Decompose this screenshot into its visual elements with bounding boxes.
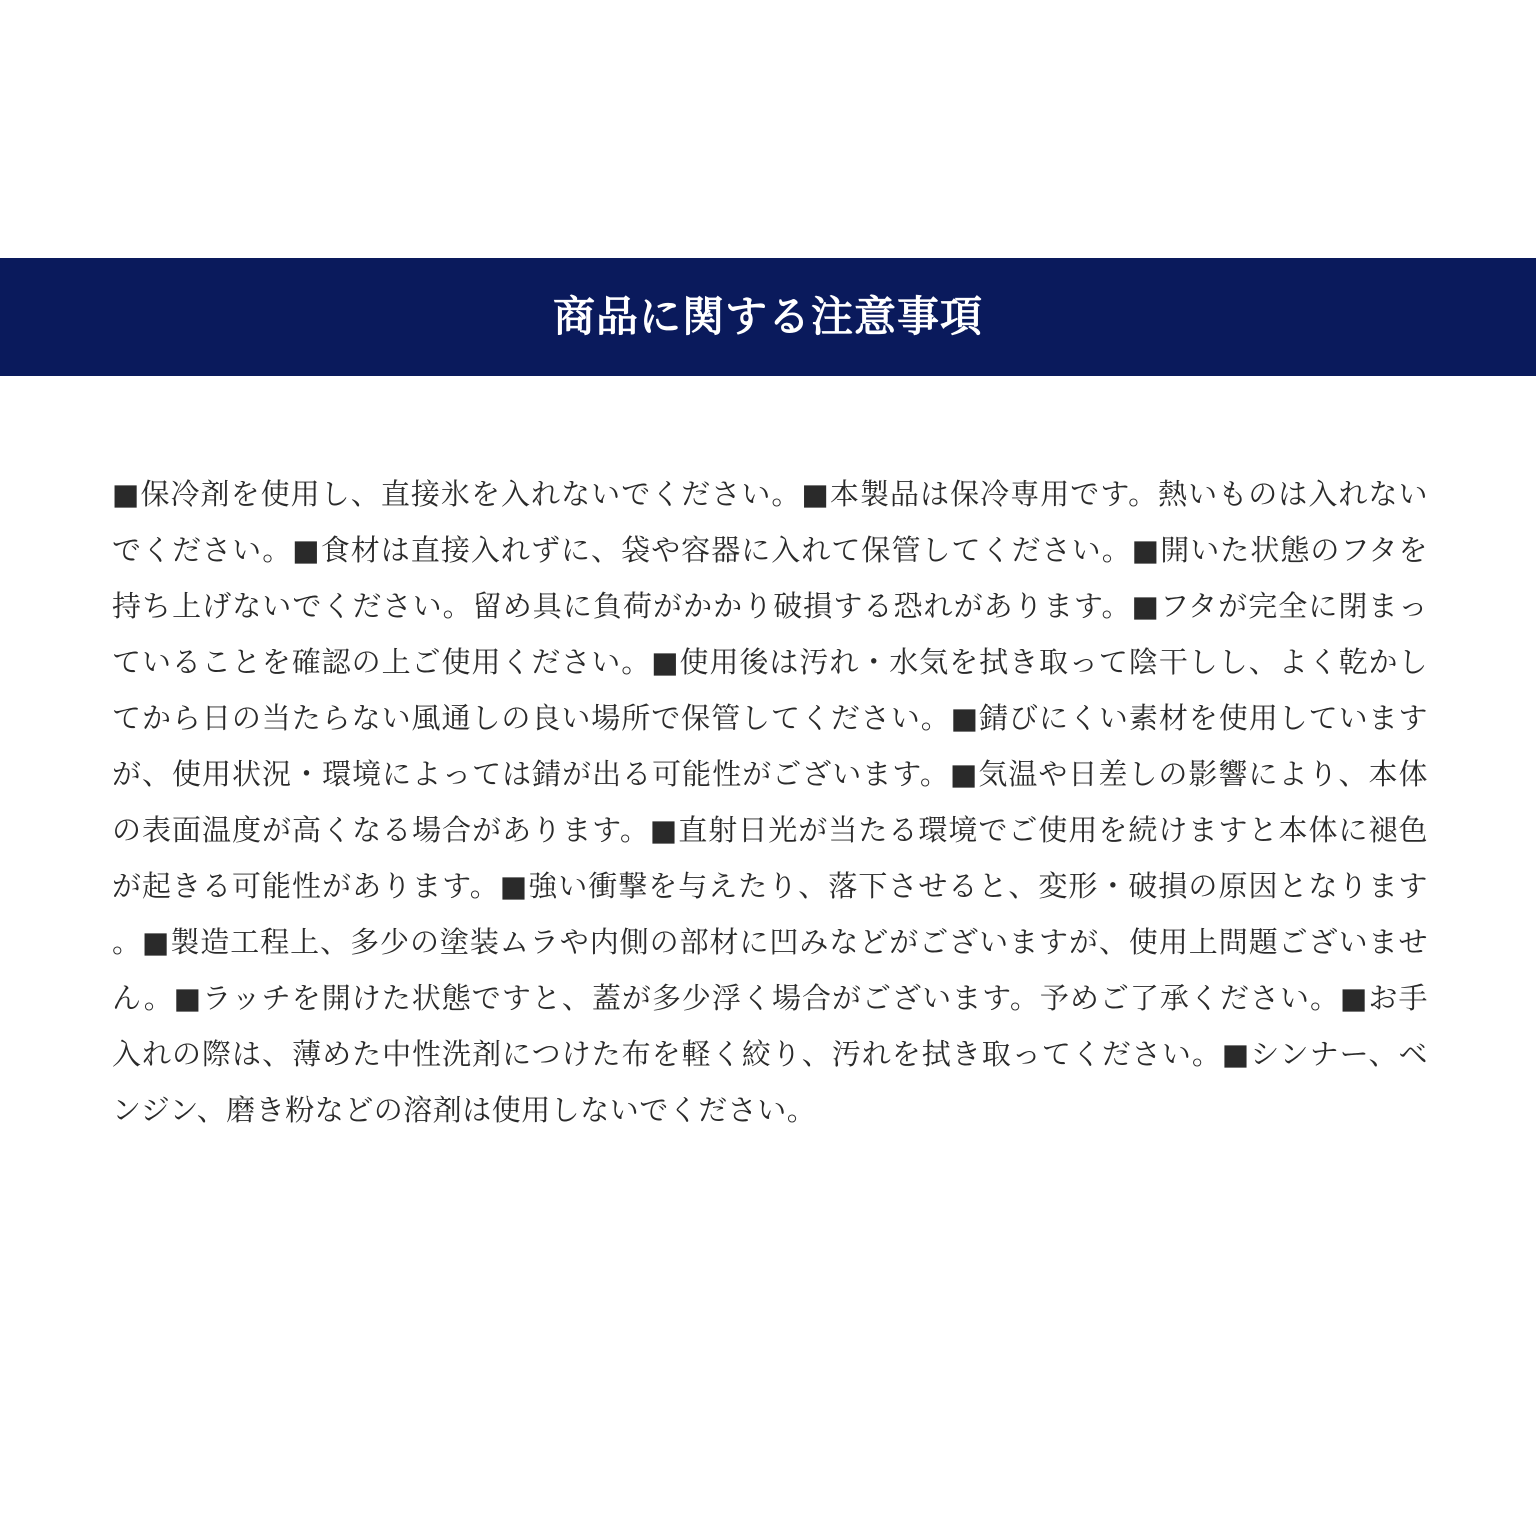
note-item: ■シンナー、ベンジン、磨き粉などの溶剤は使用しないでください。 xyxy=(112,1037,1429,1127)
note-item: ■ラッチを開けた状態ですと、蓋が多少浮く場合がございます。予めご了承ください。 xyxy=(173,981,1341,1015)
note-item: ■保冷剤を使用し、直接氷を入れないでください。 xyxy=(112,477,802,511)
note-item: ■お手入れの際は、薄めた中性洗剤につけた布を軽く絞り、汚れを拭き取ってください。 xyxy=(112,981,1428,1071)
caution-notes xyxy=(112,466,1428,1138)
note-item: ■製造工程上、多少の塗装ムラや内側の部材に凹みなどがございますが、使用上問題ございません。 xyxy=(112,925,1428,1015)
note-item: ■直射日光が当たる環境でご使用を続けますと本体に褪色が起きる可能性があります。 xyxy=(112,813,1428,903)
note-item: ■開いた状態のフタを持ち上げないでください。留め具に負荷がかかり破損する恐れがあります。 xyxy=(112,533,1428,623)
note-item: ■フタが完全に閉まっていることを確認の上ご使用ください。 xyxy=(112,589,1428,679)
note-item: ■本製品は保冷専用です。熱いものは入れないでください。 xyxy=(112,477,1428,567)
header-banner xyxy=(0,258,1536,376)
note-item: ■強い衝撃を与えたり、落下させると、変形・破損の原因となります。 xyxy=(112,869,1428,959)
note-item: ■使用後は汚れ・水気を拭き取って陰干しし、よく乾かしてから日の当たらない風通しの良い場所で保管してください。 xyxy=(112,645,1428,735)
page-title: 商品に関する注意事項 xyxy=(552,292,983,341)
note-item: ■食材は直接入れずに、袋や容器に入れて保管してください。 xyxy=(292,533,1132,567)
note-item: ■錆びにくい素材を使用していますが、使用状況・環境によっては錆が出る可能性がございます。 xyxy=(112,701,1428,791)
note-item: ■気温や日差しの影響により、本体の表面温度が高くなる場合があります。 xyxy=(112,757,1428,847)
